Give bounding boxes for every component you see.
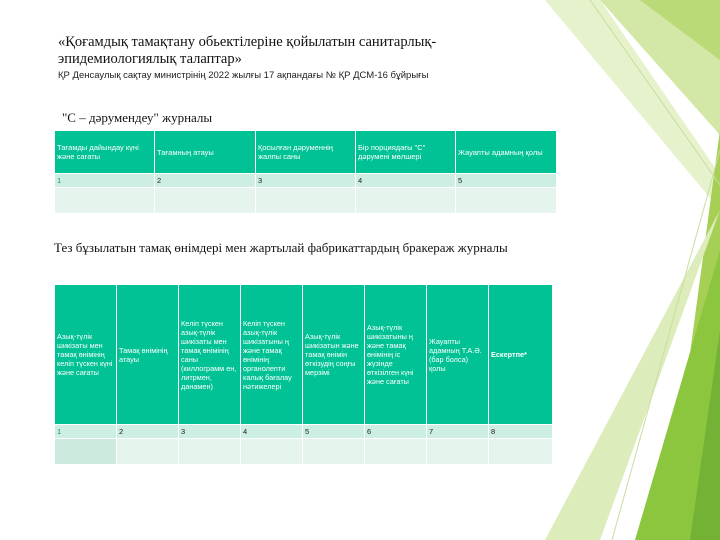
decree-subtitle: ҚР Денсаулық сақтау министрінің 2022 жылғы 17 ақпандағы № ҚР ДСМ-16 бұйрығы (58, 70, 429, 81)
empty-cell (489, 439, 553, 465)
empty-cell (179, 439, 241, 465)
column-number: 7 (427, 425, 489, 439)
page-title: «Қоғамдық тамақтану обьектілеріне қойылатын санитарлық-эпидемиологиялық талаптар» (58, 34, 437, 67)
table-header: Азық-түлік шикізаты мен тамақ өнімінің келіп түскен күні және сағаты (55, 285, 117, 425)
empty-cell (55, 188, 155, 214)
table-header: Жауапты адамның қолы (456, 131, 557, 174)
empty-cell (155, 188, 256, 214)
table-header: Тағамның атауы (155, 131, 256, 174)
empty-cell (241, 439, 303, 465)
column-number: 4 (241, 425, 303, 439)
column-number: 6 (365, 425, 427, 439)
table-header: Бір порциядағы "С" дәрумені мөлшері (356, 131, 456, 174)
column-number: 1 (55, 425, 117, 439)
table-header: Келіп түскен азық-түлік шикізатыны ң және тамақ өнімінің органолепти калық бағалау нәтижелері (241, 285, 303, 425)
brakerage-journal-title: Тез бұзылатын тамақ өнімдері мен жартылай фабрикаттардың бракераж журналы (54, 240, 508, 255)
vitamin-journal-title: "С – дәрумендеу" журналы (62, 110, 213, 125)
column-number: 3 (179, 425, 241, 439)
empty-cell (303, 439, 365, 465)
empty-cell (117, 439, 179, 465)
empty-cell (356, 188, 456, 214)
empty-cell (55, 439, 117, 465)
column-number: 8 (489, 425, 553, 439)
empty-cell (365, 439, 427, 465)
empty-cell (427, 439, 489, 465)
column-number: 2 (155, 174, 256, 188)
column-number: 4 (356, 174, 456, 188)
empty-cell (256, 188, 356, 214)
table-header: Тағамды дайындау күні және сағаты (55, 131, 155, 174)
column-number: 3 (256, 174, 356, 188)
table-header: Азық-түлік шикізатыны ң және тамақ өнімінің іс жүзінде өткізілген күні және сағаты (365, 285, 427, 425)
column-number: 1 (55, 174, 155, 188)
column-number: 5 (456, 174, 557, 188)
empty-cell (456, 188, 557, 214)
column-number: 2 (117, 425, 179, 439)
table-header: Ескертпе* (489, 285, 553, 425)
table-header: Азық-түлік шикізатын және тамақ өнімін өткізудің соңғы мерзімі (303, 285, 365, 425)
table-header: Қосылған дәруменнің жалпы саны (256, 131, 356, 174)
vitamin-journal-table (54, 130, 557, 214)
table-header: Тамақ өнімінің атауы (117, 285, 179, 425)
table-header: Келіп түскен азық-түлік шикізаты мен тамақ өнімінің саны (киллограмм ен, литрмен, данамен) (179, 285, 241, 425)
column-number: 5 (303, 425, 365, 439)
brakerage-journal-table (54, 284, 553, 465)
table-header: Жауапты адамның Т.А.Ә. (бар болса) қолы (427, 285, 489, 425)
